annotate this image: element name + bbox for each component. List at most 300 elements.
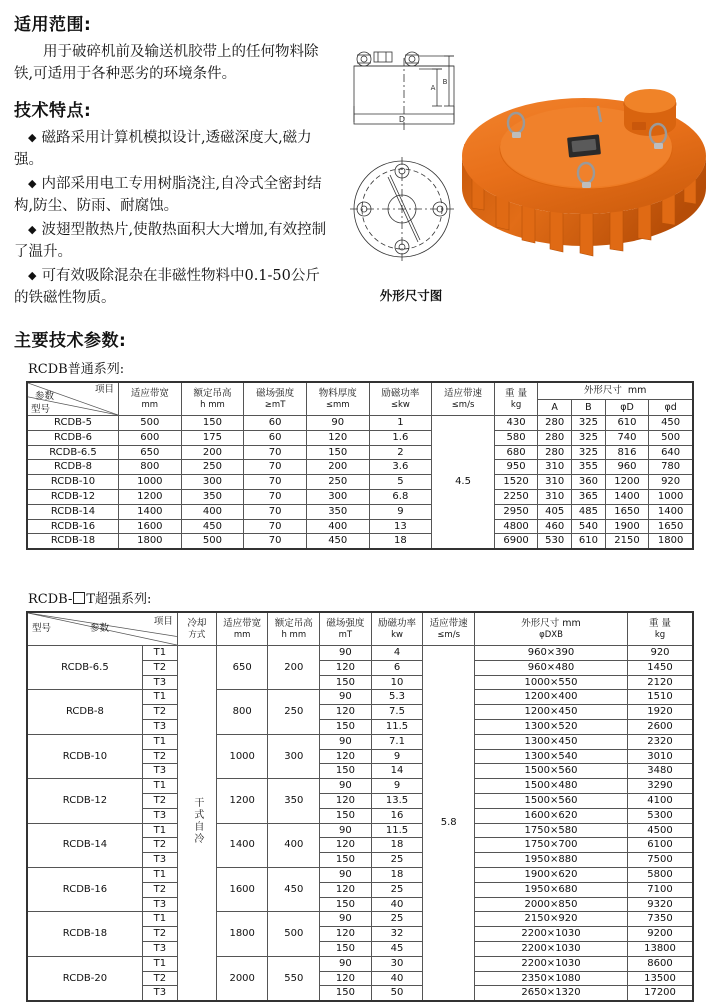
features-heading: 技术特点: <box>14 100 92 121</box>
dimensions-cell: 1950×880 <box>475 853 628 868</box>
dimensions-cell: 2200×1030 <box>475 956 628 971</box>
field-strength-cell: 150 <box>320 897 372 912</box>
table-row <box>27 416 693 431</box>
variant-cell: T2 <box>142 882 177 897</box>
table-row <box>27 690 693 705</box>
exciting-power-cell: 9 <box>371 779 423 794</box>
weight-cell: 1520 <box>494 475 537 490</box>
weight-cell: 2120 <box>628 675 694 690</box>
th-name: 外形尺寸 <box>583 385 622 397</box>
table-row <box>27 445 693 460</box>
table2-title-prefix: RCDB- <box>28 592 73 607</box>
material-thickness-cell: 350 <box>306 504 369 519</box>
field-strength-cell: 120 <box>320 705 372 720</box>
rated-height-cell: 300 <box>181 475 244 490</box>
rated-height-cell: 250 <box>181 460 244 475</box>
field-strength-cell: 90 <box>320 823 372 838</box>
cooling-method-label: 干式自冷 <box>191 797 203 846</box>
exciting-power-cell: 6.8 <box>369 489 432 504</box>
svg-text:D: D <box>398 115 406 124</box>
model-cell: RCDB-6.5 <box>27 445 119 460</box>
weight-cell: 430 <box>494 416 537 431</box>
th-unit: mm <box>141 399 159 410</box>
field-strength-cell: 120 <box>320 838 372 853</box>
th-unit: φDXB <box>539 629 563 640</box>
exciting-power-cell: 45 <box>371 941 423 956</box>
model-cell: RCDB-5 <box>27 416 119 431</box>
table-row <box>27 534 693 549</box>
feature-text: 波翅型散热片,使散热面积大大增加,有效控制了温升。 <box>14 221 327 261</box>
th-unit: kw <box>391 629 403 640</box>
rated-height-cell: 400 <box>268 823 320 867</box>
dim-phid-cell: 960 <box>605 460 648 475</box>
rated-height-cell: 400 <box>181 504 244 519</box>
th-cooling-method <box>177 612 216 646</box>
table-row <box>27 475 693 490</box>
variant-cell: T3 <box>142 719 177 734</box>
belt-width-cell: 1000 <box>119 475 182 490</box>
feature-text: 磁路采用计算机模拟设计,透磁深度大,磁力强。 <box>14 129 312 169</box>
material-thickness-cell: 150 <box>306 445 369 460</box>
field-strength-cell: 120 <box>320 927 372 942</box>
exciting-power-cell: 40 <box>371 971 423 986</box>
feature-text: 内部采用电工专用树脂浇注,自冷式全密封结构,防尘、防雨、耐腐蚀。 <box>14 175 322 215</box>
field-strength-cell: 150 <box>320 986 372 1001</box>
model-cell: RCDB-8 <box>27 690 142 734</box>
th-rated-height <box>181 382 244 416</box>
dimensions-cell: 1500×480 <box>475 779 628 794</box>
rated-height-cell: 250 <box>268 690 320 734</box>
exciting-power-cell: 4 <box>371 646 423 661</box>
exciting-power-cell: 7.1 <box>371 734 423 749</box>
model-cell: RCDB-12 <box>27 779 142 823</box>
belt-width-cell: 1200 <box>119 489 182 504</box>
weight-cell: 1920 <box>628 705 694 720</box>
diamond-bullet-icon: ◆ <box>28 130 37 144</box>
weight-cell: 3290 <box>628 779 694 794</box>
model-cell: RCDB-18 <box>27 534 119 549</box>
exciting-power-cell: 13.5 <box>371 793 423 808</box>
field-strength-cell: 90 <box>320 734 372 749</box>
material-thickness-cell: 200 <box>306 460 369 475</box>
field-strength-cell: 90 <box>320 646 372 661</box>
model-cell: RCDB-6.5 <box>27 646 142 690</box>
corner-item-label: 项目 <box>94 384 114 395</box>
th-name: 额定吊高 <box>274 618 313 630</box>
th-name: 物料厚度 <box>318 388 357 400</box>
corner-item-label: 项目 <box>153 616 173 627</box>
dim-a-cell: 280 <box>538 445 572 460</box>
table-row <box>27 460 693 475</box>
variant-cell: T3 <box>142 764 177 779</box>
dimensions-cell: 1200×400 <box>475 690 628 705</box>
th-name: 适应带速 <box>429 618 468 630</box>
dimensions-cell: 1900×620 <box>475 867 628 882</box>
weight-cell: 2250 <box>494 489 537 504</box>
dim-phismalld-cell: 920 <box>649 475 693 490</box>
weight-cell: 8600 <box>628 956 694 971</box>
table-row <box>27 489 693 504</box>
dim-phismalld-cell: 450 <box>649 416 693 431</box>
dim-a-cell: 405 <box>538 504 572 519</box>
table1-corner-cell <box>27 382 119 416</box>
th-unit-inline: mm <box>627 385 647 397</box>
exciting-power-cell: 7.5 <box>371 705 423 720</box>
table1-wrapper <box>26 358 694 550</box>
field-strength-cell: 70 <box>244 475 307 490</box>
corner-param-label: 参数 <box>89 623 109 634</box>
rated-height-cell: 450 <box>181 519 244 534</box>
corner-model-label: 型号 <box>31 403 51 415</box>
weight-cell: 13500 <box>628 971 694 986</box>
weight-cell: 4500 <box>628 823 694 838</box>
variant-cell: T2 <box>142 838 177 853</box>
field-strength-cell: 90 <box>320 690 372 705</box>
table-row <box>27 867 693 882</box>
dim-a-cell: 310 <box>538 475 572 490</box>
dimensions-cell: 1300×520 <box>475 719 628 734</box>
feature-item <box>14 219 332 264</box>
weight-cell: 2320 <box>628 734 694 749</box>
th-unit: ≤mm <box>325 399 350 410</box>
variant-cell: T3 <box>142 675 177 690</box>
belt-width-cell: 1800 <box>119 534 182 549</box>
field-strength-cell: 60 <box>244 416 307 431</box>
th-unit: h mm <box>281 629 307 640</box>
table1-head <box>27 382 693 416</box>
th-field-strength <box>244 382 307 416</box>
model-cell: RCDB-16 <box>27 867 142 911</box>
exciting-power-cell: 3.6 <box>369 460 432 475</box>
th-dim-phid: φD <box>605 399 648 415</box>
belt-width-cell: 800 <box>119 460 182 475</box>
exciting-power-cell: 10 <box>371 675 423 690</box>
th-exciting-power <box>369 382 432 416</box>
dim-phid-cell: 1900 <box>605 519 648 534</box>
exciting-power-cell: 18 <box>369 534 432 549</box>
dimensions-cell: 2000×850 <box>475 897 628 912</box>
weight-cell: 6900 <box>494 534 537 549</box>
exciting-power-cell: 13 <box>369 519 432 534</box>
dim-b-cell: 325 <box>572 445 606 460</box>
variant-cell: T2 <box>142 971 177 986</box>
dim-a-cell: 460 <box>538 519 572 534</box>
exciting-power-cell: 9 <box>369 504 432 519</box>
table-row <box>27 956 693 971</box>
model-cell: RCDB-8 <box>27 460 119 475</box>
th-name: 适应带速 <box>444 388 483 400</box>
exciting-power-cell: 18 <box>371 867 423 882</box>
table2-header-row <box>27 612 693 646</box>
table-row <box>27 504 693 519</box>
dim-phismalld-cell: 1400 <box>649 504 693 519</box>
variant-cell: T1 <box>142 956 177 971</box>
th-belt-width <box>216 612 268 646</box>
th-material-thickness <box>306 382 369 416</box>
dimensions-cell: 2200×1030 <box>475 927 628 942</box>
table1-title: RCDB普通系列: <box>28 362 125 377</box>
exciting-power-cell: 25 <box>371 853 423 868</box>
weight-cell: 4100 <box>628 793 694 808</box>
variant-cell: T1 <box>142 734 177 749</box>
rated-height-cell: 200 <box>181 445 244 460</box>
table1-header-row-1 <box>27 382 693 399</box>
variant-cell: T2 <box>142 793 177 808</box>
variant-cell: T1 <box>142 646 177 661</box>
dimensions-cell: 2350×1080 <box>475 971 628 986</box>
field-strength-cell: 120 <box>320 882 372 897</box>
cooling-method-cell <box>177 646 216 1002</box>
dimensions-cell: 960×390 <box>475 646 628 661</box>
dim-phismalld-cell: 640 <box>649 445 693 460</box>
dim-a-cell: 280 <box>538 430 572 445</box>
belt-width-cell: 1800 <box>216 912 268 956</box>
weight-cell: 4800 <box>494 519 537 534</box>
exciting-power-cell: 30 <box>371 956 423 971</box>
weight-cell: 1450 <box>628 660 694 675</box>
table2-title <box>28 588 694 607</box>
table-rcdb-standard-series <box>26 381 694 550</box>
weight-cell: 3480 <box>628 764 694 779</box>
model-cell: RCDB-14 <box>27 823 142 867</box>
weight-cell: 9200 <box>628 927 694 942</box>
dimensions-cell: 1300×450 <box>475 734 628 749</box>
model-cell: RCDB-6 <box>27 430 119 445</box>
exciting-power-cell: 16 <box>371 808 423 823</box>
th-dim-b: B <box>572 399 606 415</box>
exciting-power-cell: 5 <box>369 475 432 490</box>
dimensions-cell: 960×480 <box>475 660 628 675</box>
dim-phismalld-cell: 1800 <box>649 534 693 549</box>
belt-speed-cell: 4.5 <box>432 416 495 550</box>
dim-b-cell: 325 <box>572 430 606 445</box>
exciting-power-cell: 25 <box>371 912 423 927</box>
belt-width-cell: 1000 <box>216 734 268 778</box>
field-strength-cell: 120 <box>320 971 372 986</box>
dim-phismalld-cell: 1650 <box>649 519 693 534</box>
dim-a-cell: 530 <box>538 534 572 549</box>
field-strength-cell: 70 <box>244 534 307 549</box>
dim-phid-cell: 1650 <box>605 504 648 519</box>
belt-width-cell: 1600 <box>119 519 182 534</box>
field-strength-cell: 150 <box>320 764 372 779</box>
diamond-bullet-icon: ◆ <box>28 222 37 236</box>
product-photo <box>452 48 716 278</box>
diamond-bullet-icon: ◆ <box>28 268 37 282</box>
th-field-strength <box>320 612 372 646</box>
drawing-caption: 外形尺寸图 <box>379 288 443 303</box>
separator-illustration <box>452 48 716 278</box>
dim-b-cell: 325 <box>572 416 606 431</box>
dim-phid-cell: 2150 <box>605 534 648 549</box>
dim-b-cell: 485 <box>572 504 606 519</box>
field-strength-cell: 70 <box>244 445 307 460</box>
dim-phismalld-cell: 500 <box>649 430 693 445</box>
rated-height-cell: 450 <box>268 867 320 911</box>
material-thickness-cell: 120 <box>306 430 369 445</box>
th-exciting-power <box>371 612 423 646</box>
table-row <box>27 519 693 534</box>
weight-cell: 7350 <box>628 912 694 927</box>
model-cell: RCDB-20 <box>27 956 142 1001</box>
dim-phid-cell: 610 <box>605 416 648 431</box>
th-dimensions <box>475 612 628 646</box>
weight-cell: 2600 <box>628 719 694 734</box>
dimensions-cell: 1750×700 <box>475 838 628 853</box>
th-dim-a: A <box>538 399 572 415</box>
th-belt-speed <box>423 612 475 646</box>
dim-phid-cell: 816 <box>605 445 648 460</box>
field-strength-cell: 90 <box>320 956 372 971</box>
table-row <box>27 823 693 838</box>
rated-height-cell: 500 <box>181 534 244 549</box>
field-strength-cell: 150 <box>320 675 372 690</box>
th-unit: ≤m/s <box>437 629 460 640</box>
table2-title-suffix: T超强系列: <box>86 592 152 607</box>
params-heading: 主要技术参数: <box>14 331 127 351</box>
feature-item <box>14 127 332 172</box>
model-cell: RCDB-10 <box>27 734 142 778</box>
weight-cell: 5800 <box>628 867 694 882</box>
dim-b-cell: 355 <box>572 460 606 475</box>
th-dim-phismalld: φd <box>649 399 693 415</box>
dim-a-cell: 310 <box>538 460 572 475</box>
field-strength-cell: 70 <box>244 489 307 504</box>
belt-width-cell: 1400 <box>216 823 268 867</box>
dim-b-cell: 360 <box>572 475 606 490</box>
variant-cell: T2 <box>142 749 177 764</box>
weight-cell: 580 <box>494 430 537 445</box>
th-dimensions-group <box>538 382 693 399</box>
variant-cell: T1 <box>142 867 177 882</box>
exciting-power-cell: 9 <box>371 749 423 764</box>
th-unit: 方式 <box>188 629 206 640</box>
th-unit: kg <box>654 629 666 640</box>
dimensions-cell: 1600×620 <box>475 808 628 823</box>
dimensions-cell: 1200×450 <box>475 705 628 720</box>
th-name: 磁场强度 <box>256 388 295 400</box>
th-name: 适应带宽 <box>130 388 169 400</box>
svg-text:A: A <box>430 84 436 92</box>
th-unit: ≤kw <box>390 399 410 410</box>
th-name: 励磁功率 <box>378 618 417 630</box>
table-row <box>27 734 693 749</box>
dim-phid-cell: 740 <box>605 430 648 445</box>
field-strength-cell: 150 <box>320 719 372 734</box>
weight-cell: 17200 <box>628 986 694 1001</box>
th-unit: ≤m/s <box>451 399 475 410</box>
dimensions-cell: 1500×560 <box>475 764 628 779</box>
table2-body <box>27 646 693 1002</box>
dimensions-cell: 1950×680 <box>475 882 628 897</box>
variant-cell: T3 <box>142 808 177 823</box>
field-strength-cell: 90 <box>320 779 372 794</box>
exciting-power-cell: 14 <box>371 764 423 779</box>
variant-cell: T2 <box>142 927 177 942</box>
dim-b-cell: 540 <box>572 519 606 534</box>
variant-cell: T2 <box>142 660 177 675</box>
material-thickness-cell: 90 <box>306 416 369 431</box>
table1-body <box>27 416 693 550</box>
model-cell: RCDB-16 <box>27 519 119 534</box>
th-name: 外形尺寸 mm <box>521 618 581 630</box>
variant-cell: T1 <box>142 779 177 794</box>
variant-cell: T3 <box>142 941 177 956</box>
variant-cell: T3 <box>142 853 177 868</box>
field-strength-cell: 70 <box>244 460 307 475</box>
field-strength-cell: 70 <box>244 504 307 519</box>
feature-item <box>14 265 332 310</box>
field-strength-cell: 120 <box>320 749 372 764</box>
dim-a-cell: 280 <box>538 416 572 431</box>
weight-cell: 6100 <box>628 838 694 853</box>
feature-item <box>14 173 332 218</box>
exciting-power-cell: 25 <box>371 882 423 897</box>
th-belt-speed <box>432 382 495 416</box>
belt-width-cell: 650 <box>216 646 268 690</box>
rated-height-cell: 500 <box>268 912 320 956</box>
th-name: 重 量 <box>648 618 672 630</box>
th-unit: mm <box>233 629 251 640</box>
square-placeholder-icon <box>73 592 85 604</box>
belt-width-cell: 800 <box>216 690 268 734</box>
belt-speed-cell: 5.8 <box>423 646 475 1002</box>
weight-cell: 1510 <box>628 690 694 705</box>
weight-cell: 7100 <box>628 882 694 897</box>
field-strength-cell: 70 <box>244 519 307 534</box>
th-name: 重 量 <box>505 388 528 400</box>
table2-wrapper <box>26 588 694 1002</box>
th-unit: ≥mT <box>264 399 286 410</box>
th-belt-width <box>119 382 182 416</box>
exciting-power-cell: 5.3 <box>371 690 423 705</box>
exciting-power-cell: 2 <box>369 445 432 460</box>
table-row <box>27 912 693 927</box>
variant-cell: T1 <box>142 823 177 838</box>
table-row <box>27 779 693 794</box>
th-name: 励磁功率 <box>381 388 420 400</box>
svg-text:B: B <box>442 78 448 86</box>
exciting-power-cell: 18 <box>371 838 423 853</box>
exciting-power-cell: 40 <box>371 897 423 912</box>
model-cell: RCDB-14 <box>27 504 119 519</box>
belt-width-cell: 500 <box>119 416 182 431</box>
material-thickness-cell: 250 <box>306 475 369 490</box>
field-strength-cell: 150 <box>320 853 372 868</box>
model-cell: RCDB-18 <box>27 912 142 956</box>
scope-heading: 适用范围: <box>14 15 92 35</box>
corner-model-label: 型号 <box>32 623 52 634</box>
th-name: 冷却 <box>187 618 207 630</box>
field-strength-cell: 150 <box>320 941 372 956</box>
th-name: 磁场强度 <box>326 618 365 630</box>
dimensions-cell: 1500×560 <box>475 793 628 808</box>
dimensions-cell: 2150×920 <box>475 912 628 927</box>
dim-b-cell: 365 <box>572 489 606 504</box>
scope-paragraph: 用于破碎机前及输送机胶带上的任何物料除铁,可适用于各种恶劣的环境条件。 <box>14 44 319 83</box>
weight-cell: 9320 <box>628 897 694 912</box>
weight-cell: 7500 <box>628 853 694 868</box>
dim-a-cell: 310 <box>538 489 572 504</box>
field-strength-cell: 120 <box>320 793 372 808</box>
model-cell: RCDB-12 <box>27 489 119 504</box>
variant-cell: T1 <box>142 912 177 927</box>
weight-cell: 5300 <box>628 808 694 823</box>
field-strength-cell: 120 <box>320 660 372 675</box>
table2-head <box>27 612 693 646</box>
weight-cell: 950 <box>494 460 537 475</box>
field-strength-cell: 60 <box>244 430 307 445</box>
